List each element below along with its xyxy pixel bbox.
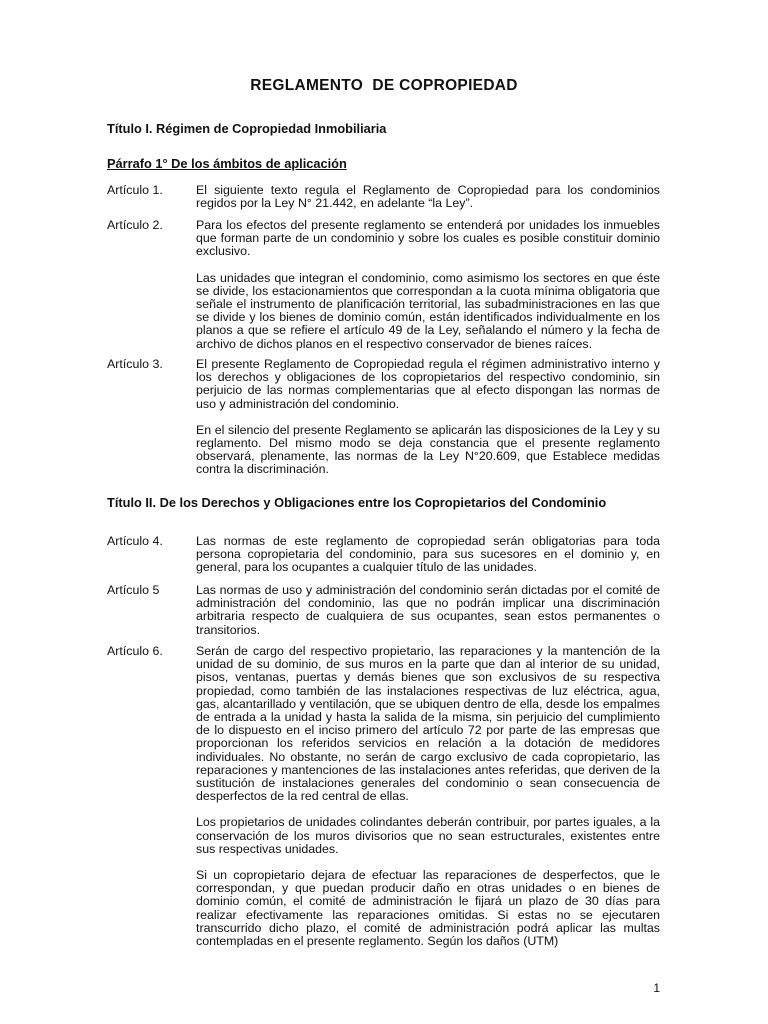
article-2	[107, 219, 662, 364]
article-6	[107, 645, 662, 961]
parrafo-1-heading: Párrafo 1° De los ámbitos de aplicación	[107, 156, 347, 171]
article-label: Artículo 2.	[107, 218, 163, 232]
article-3	[107, 358, 662, 490]
article-paragraph: Las unidades que integran el condominio, como asimismo los sectores en que éste se divide, los estacionamientos que correspondan a la cuota mínima obligatoria que señale el instrumento de planificación territorial, las subadministraciones en las que se divide y los bienes de dominio común, están identificados individualmente en los planos a que se refiere el artículo 49 de la Ley, señalando el número y la fecha de archivo de dichos planos en el respectivo conservador de bienes raíces.	[196, 270, 660, 351]
article-paragraph: El siguiente texto regula el Reglamento de Copropiedad para los condominios regidos por la Ley N° 21.442, en adelante “la Ley”.	[196, 183, 660, 211]
page-number: 1	[653, 981, 660, 995]
article-paragraph: Los propietarios de unidades colindantes deberán contribuir, por partes iguales, a la conservación de los muros divisorios que no sean estructurales, existentes entre sus respectivas unidades.	[196, 815, 660, 856]
article-label: Artículo 3.	[107, 357, 163, 371]
article-paragraph: Serán de cargo del respectivo propietario, las reparaciones y la mantención de la unidad de su dominio, de sus muros en la parte que dan al interior de su unidad, pisos, ventanas, puertas y demás bienes que son exclusivos de su respectiva propiedad, como también de las instalaciones respectivas de luz eléctrica, agua, gas, alcantarillado y ventilación, que se ubiquen dentro de ella, desde los empalmes de entrada a la unidad y hasta la salida de la misma, sin perjuicio del cumplimiento de lo dispuesto en el inciso primero del artículo 72 por parte de las empresas que proporcionan los referidos servicios en relación a la dotación de medidores individuales. No obstante, no serán de cargo exclusivo de cada copropietario, las reparaciones y mantenciones de las instalaciones antes referidas, que deriven de la sustitución de instalaciones generales del condominio o sean consecuencia de desperfectos de la red central de ellas.	[196, 644, 660, 804]
article-4	[107, 535, 662, 588]
titulo-2-heading: Título II. De los Derechos y Obligaciones entre los Copropietarios del Condominio	[107, 495, 607, 510]
article-paragraph: Las normas de este reglamento de copropiedad serán obligatorias para toda persona copropietaria del condominio, para sus sucesores en el dominio y, en general, para los ocupantes a cualquier título de las unidades.	[196, 534, 660, 575]
article-5	[107, 584, 662, 650]
article-paragraph: Si un copropietario dejara de efectuar las reparaciones de desperfectos, que le correspondan, y que puedan producir daño en otras unidades o en bienes de dominio común, el comité de administración le fijará un plazo de 30 días para realizar efectivamente las reparaciones omitidas. Si estas no se ejecutaren transcurrido dicho plazo, el comité de administración podrá aplicar las multas contempladas en el presente reglamento. Según los daños (UTM)	[196, 868, 660, 949]
document-title: REGLAMENTO DE COPROPIEDAD	[250, 77, 518, 94]
article-paragraph: Para los efectos del presente reglamento se entenderá por unidades los inmuebles que forman parte de un condominio y sobre los cuales es posible constituir dominio exclusivo.	[196, 218, 660, 259]
article-paragraph: El presente Reglamento de Copropiedad regula el régimen administrativo interno y los derechos y obligaciones de los copropietarios del respectivo condominio, sin perjuicio de las normas complementarias que al efecto dispongan las normas de uso y administración del condominio.	[196, 357, 660, 411]
article-label: Artículo 1.	[107, 183, 163, 197]
article-paragraph: Las normas de uso y administración del condominio serán dictadas por el comité de administración del condominio, las que no podrán implicar una discriminación arbitraria respecto de cualquiera de sus ocupantes, sean estos permanentes o transitorios.	[196, 583, 660, 637]
article-paragraph: En el silencio del presente Reglamento se aplicarán las disposiciones de la Ley y su reglamento. Del mismo modo se deja constancia que el presente reglamento observará, plenamente, las normas de la Ley N°20.609, que Establece medidas contra la discriminación.	[196, 422, 660, 477]
titulo-1-heading: Título I. Régimen de Copropiedad Inmobiliaria	[107, 121, 387, 136]
article-label: Artículo 4.	[107, 534, 163, 548]
article-label: Artículo 5	[107, 583, 160, 597]
article-label: Artículo 6.	[107, 644, 163, 658]
